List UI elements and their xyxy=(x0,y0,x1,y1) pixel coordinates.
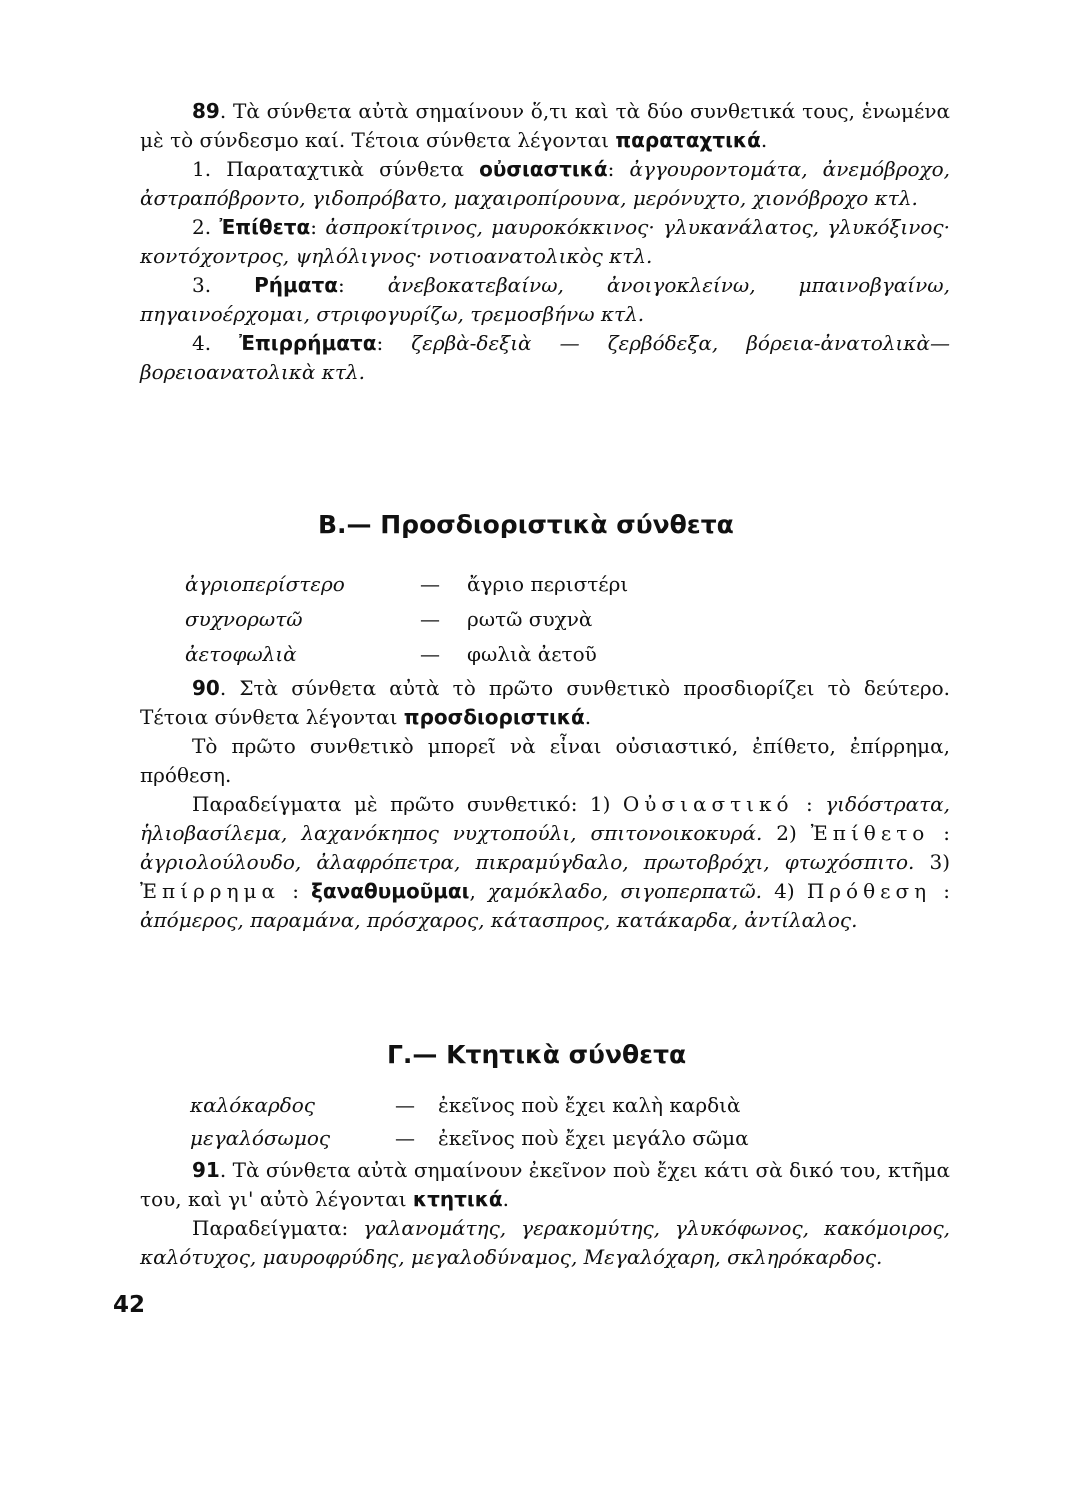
word-meaning: ἐκεῖνος ποὺ ἔχει καλὴ καρδιὰ xyxy=(438,1093,741,1117)
paragraph-number-89: 89 xyxy=(192,99,220,123)
label-adjective: Ἐπίθετο xyxy=(810,821,930,845)
compound-word: συχνορωτῶ xyxy=(185,607,303,631)
compound-word: καλόκαρδος xyxy=(190,1093,315,1117)
section-89 xyxy=(140,97,950,387)
item-2-adjectives: 2. Ἐπίθετα: ἀσπροκίτρινος, μαυροκόκκινος· γλυκανάλατος, γλυκόξινος· κοντόχοντρος, ψηλόλιγνος· νοτιοανατολικὸς κτλ. xyxy=(140,215,950,268)
section-heading-b: Β.— Προσδιοριστικὰ σύνθετα xyxy=(318,510,734,539)
paragraph-89-intro: 89. Τὰ σύνθετα αὐτὰ σημαίνουν ὅ,τι καὶ τὰ δύο συνθετικά τους, ἑνωμένα μὲ τὸ σύνδεσμο καί. Τέτοια σύνθετα λέγονται παραταχτικά. xyxy=(140,99,950,152)
word-meaning: ἐκεῖνος ποὺ ἔχει μεγάλο σῶμα xyxy=(438,1126,749,1150)
compound-word: ἀετοφωλιὰ xyxy=(185,642,297,666)
label-adverb: Ἐπίρρημα xyxy=(140,879,281,903)
examples-preposition-first: ἀπόμερος, παραμάνα, πρόσχαρος, κάτασπρος, κατάκαρδα, ἀντίλαλος. xyxy=(140,908,858,932)
item-4-adverbs: 4. Ἐπιρρήματα: ζερβὰ-δεξιὰ — ζερβόδεξα, βόρεια-ἀνατολικὰ— βορειοανατολικὰ κτλ. xyxy=(140,331,950,384)
label-noun: Οὐσιαστικό xyxy=(622,792,794,816)
examples-possessive: γαλανομάτης, γερακομύτης, γλυκόφωνος, κακόμοιρος, καλότυχος, μαυροφρύδης, μεγαλοδύναμος, Μεγαλόχαρη, σκληρόκαρδος. xyxy=(140,1216,950,1269)
item-1-nouns: 1. Παραταχτικὰ σύνθετα οὐσιαστικά: ἀγγουροντομάτα, ἀνεμόβροχο, ἀστραπόβροντο, γιδοπρόβατο, μαχαιροπίρουνα, μερόνυχτο, χιονόβροχο κτλ. xyxy=(140,157,950,210)
compound-word: μεγαλόσωμος xyxy=(190,1126,331,1150)
section-91 xyxy=(140,1156,950,1272)
term-rimata: Ρήματα xyxy=(254,273,338,297)
paragraph-90-first-component: Τὸ πρῶτο συνθετικὸ μπορεῖ νὰ εἶναι οὐσιαστικό, ἐπίθετο, ἐπίρρημα, πρόθεση. xyxy=(140,734,950,787)
label-preposition: Πρόθεση xyxy=(806,879,932,903)
dash: — xyxy=(420,572,440,596)
section-heading-g: Γ.— Κτητικὰ σύνθετα xyxy=(387,1040,687,1069)
word-meaning: ρωτῶ συχνὰ xyxy=(467,607,593,631)
dash: — xyxy=(395,1093,415,1117)
example-xanathymoumai: ξαναθυμοῦμαι xyxy=(311,879,470,903)
item-3-verbs: 3. Ρήματα: ἀνεβοκατεβαίνω, ἀνοιγοκλείνω, μπαινοβγαίνω, πηγαινοέρχομαι, στριφογυρίζω, τρεμοσβήνω κτλ. xyxy=(140,273,950,326)
term-prosdioristika: προσδιοριστικά xyxy=(403,705,585,729)
paragraph-90-intro: 90. Στὰ σύνθετα αὐτὰ τὸ πρῶτο συνθετικὸ προσδιορίζει τὸ δεύτερο. Τέτοια σύνθετα λέγονται προσδιοριστικά. xyxy=(140,676,950,729)
examples-adjective-first: ἀγριολούλουδο, ἀλαφρόπετρα, πικραμύγδαλο, πρωτοβρόχι, φτωχόσπιτο. xyxy=(140,850,915,874)
examples-adverbs: ζερβὰ-δεξιὰ — ζερβόδεξα, βόρεια-ἀνατολικὰ— βορειοανατολικὰ κτλ. xyxy=(140,331,950,384)
paragraph-number-90: 90 xyxy=(192,676,220,700)
paragraph-90-examples: Παραδείγματα μὲ πρῶτο συνθετικό: 1) Οὐσιαστικό : γιδόστρατα, ἡλιοβασίλεμα, λαχανόκηπος νυχτοπούλι, σπιτονοικοκυρά. 2) Ἐπίθετο : ἀγριολούλουδο, ἀλαφρόπετρα, πικραμύγδαλο, πρωτοβρόχι, φτωχόσπιτο. 3) Ἐπίρρημα : ξαναθυμοῦμαι, χαμόκλαδο, σιγοπερπατῶ. 4) Πρόθεση : ἀπόμερος, παραμάνα, πρόσχαρος, κάτασπρος, κατάκαρδα, ἀντίλαλος. xyxy=(140,792,951,932)
term-parataktika: παραταχτικά xyxy=(615,128,761,152)
term-ktitika: κτητικά xyxy=(412,1187,503,1211)
word-meaning: φωλιὰ ἀετοῦ xyxy=(467,642,597,666)
paragraph-91-intro: 91. Τὰ σύνθετα αὐτὰ σημαίνουν ἐκεῖνον ποὺ ἔχει κάτι σὰ δικό του, κτῆμα του, καὶ γι' αὐτὸ λέγονται κτητικά. xyxy=(140,1158,950,1211)
dash: — xyxy=(395,1126,415,1150)
dash: — xyxy=(420,642,440,666)
term-epitheta: Ἐπίθετα xyxy=(219,215,311,239)
word-meaning: ἄγριο περιστέρι xyxy=(467,572,629,596)
paragraph-number-91: 91 xyxy=(192,1158,220,1182)
dash: — xyxy=(420,607,440,631)
page-number: 42 xyxy=(113,1292,146,1318)
section-90 xyxy=(140,674,950,935)
examples-nouns: ἀγγουροντομάτα, ἀνεμόβροχο, ἀστραπόβροντο, γιδοπρόβατο, μαχαιροπίρουνα, μερόνυχτο, χιονόβροχο κτλ. xyxy=(140,157,950,210)
examples-adjectives: ἀσπροκίτρινος, μαυροκόκκινος· γλυκανάλατος, γλυκόξινος· κοντόχοντρος, ψηλόλιγνος· νοτιοανατολικὸς κτλ. xyxy=(140,215,950,268)
paragraph-91-examples: Παραδείγματα: γαλανομάτης, γερακομύτης, γλυκόφωνος, κακόμοιρος, καλότυχος, μαυροφρύδης, μεγαλοδύναμος, Μεγαλόχαρη, σκληρόκαρδος. xyxy=(140,1216,950,1269)
compound-word: ἀγριοπερίστερο xyxy=(185,572,345,596)
term-epirrimata: Ἐπιρρήματα xyxy=(239,331,377,355)
examples-verbs: ἀνεβοκατεβαίνω, ἀνοιγοκλείνω, μπαινοβγαίνω, πηγαινοέρχομαι, στριφογυρίζω, τρεμοσβήνω κτλ. xyxy=(140,273,950,326)
term-ousiastika: οὐσιαστικά xyxy=(479,157,608,181)
examples-adverb-first: χαμόκλαδο, σιγοπερπατῶ. xyxy=(487,879,763,903)
examples-noun-first: γιδόστρατα, ἡλιοβασίλεμα, λαχανόκηπος νυχτοπούλι, σπιτονοικοκυρά. xyxy=(140,792,951,845)
